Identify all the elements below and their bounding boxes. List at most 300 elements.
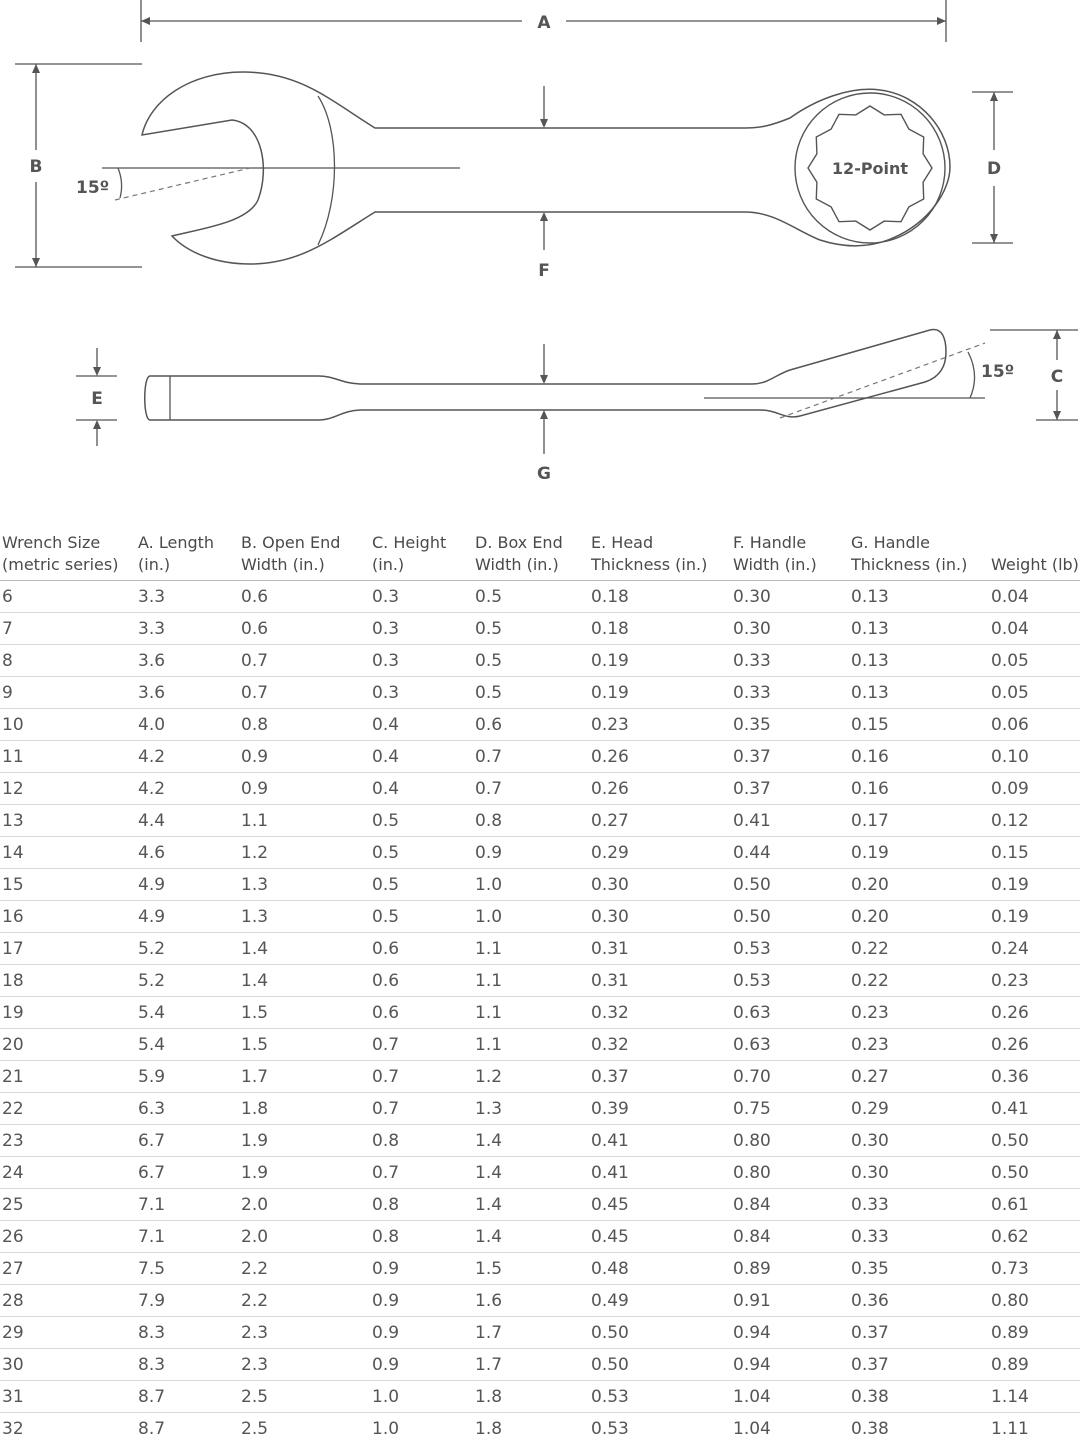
cell-handle-thickness: 0.20 bbox=[849, 901, 989, 933]
cell-size: 11 bbox=[0, 741, 136, 773]
cell-length: 4.9 bbox=[136, 869, 239, 901]
table-header-row bbox=[0, 528, 1080, 581]
cell-head-thickness: 0.41 bbox=[589, 1157, 731, 1189]
cell-handle-thickness: 0.30 bbox=[849, 1157, 989, 1189]
dim-e-label: E bbox=[91, 389, 103, 409]
cell-head-thickness: 0.50 bbox=[589, 1317, 731, 1349]
cell-handle-thickness: 0.36 bbox=[849, 1285, 989, 1317]
cell-size: 10 bbox=[0, 709, 136, 741]
cell-open-end-width: 1.4 bbox=[239, 933, 370, 965]
wrench-top-view bbox=[15, 0, 1013, 281]
cell-handle-thickness: 0.22 bbox=[849, 933, 989, 965]
cell-size: 6 bbox=[0, 581, 136, 613]
cell-size: 32 bbox=[0, 1413, 136, 1444]
cell-handle-thickness: 0.13 bbox=[849, 613, 989, 645]
table-row bbox=[0, 613, 1080, 645]
header-height: C. Height (in.) bbox=[370, 528, 473, 581]
cell-handle-thickness: 0.20 bbox=[849, 869, 989, 901]
cell-handle-thickness: 0.13 bbox=[849, 581, 989, 613]
cell-height: 0.3 bbox=[370, 613, 473, 645]
cell-weight: 0.26 bbox=[989, 1029, 1080, 1061]
table-row bbox=[0, 805, 1080, 837]
cell-box-end-width: 0.7 bbox=[473, 741, 589, 773]
cell-handle-thickness: 0.29 bbox=[849, 1093, 989, 1125]
table-row bbox=[0, 1381, 1080, 1413]
table-row bbox=[0, 581, 1080, 613]
cell-head-thickness: 0.29 bbox=[589, 837, 731, 869]
cell-weight: 0.10 bbox=[989, 741, 1080, 773]
cell-box-end-width: 1.1 bbox=[473, 933, 589, 965]
cell-handle-thickness: 0.35 bbox=[849, 1253, 989, 1285]
cell-size: 14 bbox=[0, 837, 136, 869]
cell-height: 1.0 bbox=[370, 1381, 473, 1413]
angle-arc-side bbox=[968, 352, 975, 398]
cell-length: 4.2 bbox=[136, 773, 239, 805]
table-row bbox=[0, 1285, 1080, 1317]
cell-handle-width: 0.37 bbox=[731, 773, 849, 805]
dim-a-arrow-right bbox=[937, 17, 946, 25]
table-row bbox=[0, 1253, 1080, 1285]
table-row bbox=[0, 1093, 1080, 1125]
cell-box-end-width: 0.7 bbox=[473, 773, 589, 805]
cell-length: 3.6 bbox=[136, 645, 239, 677]
cell-handle-width: 0.30 bbox=[731, 613, 849, 645]
cell-head-thickness: 0.49 bbox=[589, 1285, 731, 1317]
cell-open-end-width: 0.6 bbox=[239, 581, 370, 613]
cell-handle-thickness: 0.16 bbox=[849, 773, 989, 805]
dim-e-arrow-bottom bbox=[93, 420, 101, 429]
cell-size: 28 bbox=[0, 1285, 136, 1317]
dim-b-arrow-top bbox=[32, 64, 40, 73]
cell-height: 0.4 bbox=[370, 741, 473, 773]
cell-handle-width: 0.84 bbox=[731, 1189, 849, 1221]
cell-weight: 0.73 bbox=[989, 1253, 1080, 1285]
dim-g-arrow-bottom bbox=[540, 410, 548, 419]
cell-height: 0.7 bbox=[370, 1093, 473, 1125]
cell-length: 7.9 bbox=[136, 1285, 239, 1317]
cell-box-end-width: 1.1 bbox=[473, 997, 589, 1029]
cell-head-thickness: 0.26 bbox=[589, 741, 731, 773]
cell-box-end-width: 0.8 bbox=[473, 805, 589, 837]
cell-handle-width: 0.53 bbox=[731, 965, 849, 997]
cell-height: 0.3 bbox=[370, 677, 473, 709]
cell-height: 0.4 bbox=[370, 773, 473, 805]
dim-g-label: G bbox=[537, 464, 551, 484]
cell-open-end-width: 2.2 bbox=[239, 1285, 370, 1317]
table-row bbox=[0, 645, 1080, 677]
cell-length: 4.6 bbox=[136, 837, 239, 869]
wrench-spec-table bbox=[0, 528, 1080, 1444]
cell-handle-width: 0.33 bbox=[731, 677, 849, 709]
cell-height: 0.5 bbox=[370, 805, 473, 837]
cell-open-end-width: 1.3 bbox=[239, 901, 370, 933]
cell-head-thickness: 0.41 bbox=[589, 1125, 731, 1157]
cell-length: 8.7 bbox=[136, 1413, 239, 1444]
cell-handle-thickness: 0.33 bbox=[849, 1221, 989, 1253]
cell-handle-thickness: 0.23 bbox=[849, 997, 989, 1029]
cell-size: 24 bbox=[0, 1157, 136, 1189]
cell-height: 0.5 bbox=[370, 901, 473, 933]
cell-head-thickness: 0.53 bbox=[589, 1413, 731, 1444]
cell-length: 5.9 bbox=[136, 1061, 239, 1093]
cell-handle-thickness: 0.38 bbox=[849, 1381, 989, 1413]
cell-weight: 0.19 bbox=[989, 869, 1080, 901]
cell-size: 30 bbox=[0, 1349, 136, 1381]
cell-weight: 0.61 bbox=[989, 1189, 1080, 1221]
cell-length: 8.3 bbox=[136, 1317, 239, 1349]
cell-box-end-width: 1.3 bbox=[473, 1093, 589, 1125]
cell-size: 27 bbox=[0, 1253, 136, 1285]
cell-open-end-width: 1.5 bbox=[239, 997, 370, 1029]
cell-handle-width: 0.63 bbox=[731, 1029, 849, 1061]
cell-size: 9 bbox=[0, 677, 136, 709]
header-head-thickness: E. Head Thickness (in.) bbox=[589, 528, 731, 581]
cell-weight: 0.36 bbox=[989, 1061, 1080, 1093]
cell-size: 18 bbox=[0, 965, 136, 997]
table-row bbox=[0, 741, 1080, 773]
cell-open-end-width: 2.0 bbox=[239, 1221, 370, 1253]
cell-length: 3.6 bbox=[136, 677, 239, 709]
cell-head-thickness: 0.37 bbox=[589, 1061, 731, 1093]
table-row bbox=[0, 773, 1080, 805]
cell-box-end-width: 0.9 bbox=[473, 837, 589, 869]
cell-box-end-width: 1.4 bbox=[473, 1189, 589, 1221]
cell-handle-thickness: 0.23 bbox=[849, 1029, 989, 1061]
cell-length: 5.4 bbox=[136, 997, 239, 1029]
cell-weight: 0.26 bbox=[989, 997, 1080, 1029]
cell-height: 0.9 bbox=[370, 1317, 473, 1349]
cell-height: 0.7 bbox=[370, 1061, 473, 1093]
cell-open-end-width: 0.7 bbox=[239, 645, 370, 677]
wrench-side-view bbox=[76, 330, 1078, 484]
angle-label-side: 15º bbox=[981, 362, 1014, 382]
cell-head-thickness: 0.23 bbox=[589, 709, 731, 741]
cell-handle-width: 0.70 bbox=[731, 1061, 849, 1093]
cell-height: 0.8 bbox=[370, 1125, 473, 1157]
cell-head-thickness: 0.19 bbox=[589, 645, 731, 677]
cell-height: 0.7 bbox=[370, 1029, 473, 1061]
cell-handle-width: 0.94 bbox=[731, 1349, 849, 1381]
cell-size: 25 bbox=[0, 1189, 136, 1221]
cell-handle-thickness: 0.37 bbox=[849, 1317, 989, 1349]
cell-open-end-width: 0.9 bbox=[239, 773, 370, 805]
cell-head-thickness: 0.48 bbox=[589, 1253, 731, 1285]
cell-size: 19 bbox=[0, 997, 136, 1029]
cell-weight: 0.23 bbox=[989, 965, 1080, 997]
cell-height: 0.8 bbox=[370, 1221, 473, 1253]
dim-g-arrow-top bbox=[540, 375, 548, 384]
cell-size: 26 bbox=[0, 1221, 136, 1253]
cell-box-end-width: 1.8 bbox=[473, 1381, 589, 1413]
cell-head-thickness: 0.26 bbox=[589, 773, 731, 805]
cell-head-thickness: 0.50 bbox=[589, 1349, 731, 1381]
cell-weight: 0.05 bbox=[989, 677, 1080, 709]
cell-size: 17 bbox=[0, 933, 136, 965]
cell-open-end-width: 1.5 bbox=[239, 1029, 370, 1061]
cell-height: 0.5 bbox=[370, 837, 473, 869]
cell-box-end-width: 0.5 bbox=[473, 677, 589, 709]
cell-size: 15 bbox=[0, 869, 136, 901]
cell-weight: 0.80 bbox=[989, 1285, 1080, 1317]
cell-size: 29 bbox=[0, 1317, 136, 1349]
header-box-end-width: D. Box End Width (in.) bbox=[473, 528, 589, 581]
table-row bbox=[0, 869, 1080, 901]
cell-open-end-width: 1.4 bbox=[239, 965, 370, 997]
cell-handle-width: 0.91 bbox=[731, 1285, 849, 1317]
cell-handle-width: 0.63 bbox=[731, 997, 849, 1029]
cell-length: 7.1 bbox=[136, 1189, 239, 1221]
cell-length: 3.3 bbox=[136, 613, 239, 645]
cell-box-end-width: 1.1 bbox=[473, 1029, 589, 1061]
cell-handle-thickness: 0.16 bbox=[849, 741, 989, 773]
cell-open-end-width: 2.5 bbox=[239, 1413, 370, 1444]
cell-weight: 0.50 bbox=[989, 1125, 1080, 1157]
header-handle-thickness: G. Handle Thickness (in.) bbox=[849, 528, 989, 581]
cell-handle-thickness: 0.27 bbox=[849, 1061, 989, 1093]
cell-size: 8 bbox=[0, 645, 136, 677]
cell-box-end-width: 0.6 bbox=[473, 709, 589, 741]
dim-a-arrow-left bbox=[141, 17, 150, 25]
cell-size: 23 bbox=[0, 1125, 136, 1157]
cell-height: 0.3 bbox=[370, 645, 473, 677]
cell-weight: 0.89 bbox=[989, 1349, 1080, 1381]
cell-length: 7.5 bbox=[136, 1253, 239, 1285]
cell-handle-width: 1.04 bbox=[731, 1413, 849, 1444]
cell-box-end-width: 1.7 bbox=[473, 1349, 589, 1381]
cell-length: 6.7 bbox=[136, 1157, 239, 1189]
cell-handle-width: 0.75 bbox=[731, 1093, 849, 1125]
dim-b-label: B bbox=[30, 157, 43, 177]
cell-size: 16 bbox=[0, 901, 136, 933]
cell-open-end-width: 0.8 bbox=[239, 709, 370, 741]
table-row bbox=[0, 677, 1080, 709]
header-handle-width: F. Handle Width (in.) bbox=[731, 528, 849, 581]
cell-handle-width: 0.50 bbox=[731, 901, 849, 933]
cell-open-end-width: 2.2 bbox=[239, 1253, 370, 1285]
cell-open-end-width: 1.9 bbox=[239, 1125, 370, 1157]
cell-size: 31 bbox=[0, 1381, 136, 1413]
cell-weight: 0.04 bbox=[989, 581, 1080, 613]
cell-weight: 0.89 bbox=[989, 1317, 1080, 1349]
cell-open-end-width: 2.5 bbox=[239, 1381, 370, 1413]
cell-head-thickness: 0.53 bbox=[589, 1381, 731, 1413]
cell-weight: 0.24 bbox=[989, 933, 1080, 965]
header-length: A. Length (in.) bbox=[136, 528, 239, 581]
cell-box-end-width: 1.7 bbox=[473, 1317, 589, 1349]
cell-height: 0.9 bbox=[370, 1285, 473, 1317]
cell-handle-thickness: 0.13 bbox=[849, 645, 989, 677]
cell-length: 5.4 bbox=[136, 1029, 239, 1061]
cell-box-end-width: 1.6 bbox=[473, 1285, 589, 1317]
dim-f-arrow-top bbox=[540, 119, 548, 128]
table-row bbox=[0, 1125, 1080, 1157]
cell-height: 0.6 bbox=[370, 997, 473, 1029]
cell-open-end-width: 2.0 bbox=[239, 1189, 370, 1221]
cell-handle-thickness: 0.13 bbox=[849, 677, 989, 709]
dim-e-arrow-top bbox=[93, 367, 101, 376]
cell-head-thickness: 0.18 bbox=[589, 581, 731, 613]
cell-open-end-width: 2.3 bbox=[239, 1349, 370, 1381]
cell-box-end-width: 1.5 bbox=[473, 1253, 589, 1285]
dim-c-arrow-top bbox=[1053, 330, 1061, 339]
cell-handle-width: 0.37 bbox=[731, 741, 849, 773]
cell-length: 3.3 bbox=[136, 581, 239, 613]
cell-handle-width: 0.44 bbox=[731, 837, 849, 869]
cell-size: 21 bbox=[0, 1061, 136, 1093]
cell-open-end-width: 0.6 bbox=[239, 613, 370, 645]
cell-handle-thickness: 0.19 bbox=[849, 837, 989, 869]
cell-open-end-width: 1.1 bbox=[239, 805, 370, 837]
header-open-end-width: B. Open End Width (in.) bbox=[239, 528, 370, 581]
cell-height: 1.0 bbox=[370, 1413, 473, 1444]
cell-height: 0.7 bbox=[370, 1157, 473, 1189]
dim-d-label: D bbox=[987, 159, 1001, 179]
cell-head-thickness: 0.18 bbox=[589, 613, 731, 645]
cell-head-thickness: 0.45 bbox=[589, 1221, 731, 1253]
table-row bbox=[0, 1029, 1080, 1061]
cell-box-end-width: 1.0 bbox=[473, 901, 589, 933]
cell-box-end-width: 1.4 bbox=[473, 1221, 589, 1253]
cell-size: 22 bbox=[0, 1093, 136, 1125]
cell-height: 0.9 bbox=[370, 1349, 473, 1381]
cell-height: 0.4 bbox=[370, 709, 473, 741]
cell-open-end-width: 1.7 bbox=[239, 1061, 370, 1093]
cell-box-end-width: 0.5 bbox=[473, 581, 589, 613]
cell-box-end-width: 1.4 bbox=[473, 1157, 589, 1189]
cell-size: 20 bbox=[0, 1029, 136, 1061]
dim-b-arrow-bottom bbox=[32, 258, 40, 267]
cell-handle-width: 0.30 bbox=[731, 581, 849, 613]
cell-handle-thickness: 0.17 bbox=[849, 805, 989, 837]
cell-head-thickness: 0.27 bbox=[589, 805, 731, 837]
header-weight: Weight (lb) bbox=[989, 528, 1080, 581]
cell-handle-width: 1.04 bbox=[731, 1381, 849, 1413]
cell-handle-thickness: 0.30 bbox=[849, 1125, 989, 1157]
cell-handle-thickness: 0.33 bbox=[849, 1189, 989, 1221]
cell-head-thickness: 0.31 bbox=[589, 933, 731, 965]
cell-open-end-width: 0.7 bbox=[239, 677, 370, 709]
cell-handle-width: 0.50 bbox=[731, 869, 849, 901]
cell-open-end-width: 1.3 bbox=[239, 869, 370, 901]
dim-f-arrow-bottom bbox=[540, 212, 548, 221]
cell-size: 13 bbox=[0, 805, 136, 837]
dim-d-arrow-bottom bbox=[990, 234, 998, 243]
cell-head-thickness: 0.30 bbox=[589, 869, 731, 901]
cell-handle-width: 0.53 bbox=[731, 933, 849, 965]
table-row bbox=[0, 997, 1080, 1029]
cell-weight: 0.04 bbox=[989, 613, 1080, 645]
cell-length: 4.0 bbox=[136, 709, 239, 741]
cell-head-thickness: 0.30 bbox=[589, 901, 731, 933]
cell-open-end-width: 1.9 bbox=[239, 1157, 370, 1189]
cell-box-end-width: 0.5 bbox=[473, 613, 589, 645]
dim-c-arrow-bottom bbox=[1053, 411, 1061, 420]
box-end-label: 12-Point bbox=[832, 159, 909, 178]
open-end-angle-line bbox=[115, 168, 250, 200]
table-row bbox=[0, 965, 1080, 997]
table-row bbox=[0, 1221, 1080, 1253]
cell-head-thickness: 0.31 bbox=[589, 965, 731, 997]
cell-box-end-width: 1.4 bbox=[473, 1125, 589, 1157]
cell-head-thickness: 0.39 bbox=[589, 1093, 731, 1125]
cell-head-thickness: 0.19 bbox=[589, 677, 731, 709]
cell-handle-thickness: 0.22 bbox=[849, 965, 989, 997]
table-row bbox=[0, 1189, 1080, 1221]
table-row bbox=[0, 901, 1080, 933]
cell-box-end-width: 0.5 bbox=[473, 645, 589, 677]
cell-weight: 1.11 bbox=[989, 1413, 1080, 1444]
dim-a-label: A bbox=[537, 13, 551, 33]
cell-length: 5.2 bbox=[136, 933, 239, 965]
cell-length: 6.7 bbox=[136, 1125, 239, 1157]
table-row bbox=[0, 1413, 1080, 1444]
cell-height: 0.5 bbox=[370, 869, 473, 901]
cell-size: 7 bbox=[0, 613, 136, 645]
cell-weight: 0.09 bbox=[989, 773, 1080, 805]
cell-length: 6.3 bbox=[136, 1093, 239, 1125]
cell-handle-width: 0.80 bbox=[731, 1157, 849, 1189]
cell-box-end-width: 1.8 bbox=[473, 1413, 589, 1444]
wrench-dimension-diagram bbox=[0, 0, 1080, 500]
dim-f-label: F bbox=[538, 261, 550, 281]
cell-weight: 0.19 bbox=[989, 901, 1080, 933]
cell-head-thickness: 0.32 bbox=[589, 1029, 731, 1061]
table-row bbox=[0, 837, 1080, 869]
cell-length: 4.4 bbox=[136, 805, 239, 837]
table-row bbox=[0, 709, 1080, 741]
cell-size: 12 bbox=[0, 773, 136, 805]
cell-height: 0.9 bbox=[370, 1253, 473, 1285]
cell-handle-thickness: 0.37 bbox=[849, 1349, 989, 1381]
cell-box-end-width: 1.1 bbox=[473, 965, 589, 997]
cell-height: 0.3 bbox=[370, 581, 473, 613]
table-row bbox=[0, 1349, 1080, 1381]
cell-weight: 0.05 bbox=[989, 645, 1080, 677]
cell-handle-width: 0.33 bbox=[731, 645, 849, 677]
cell-weight: 0.50 bbox=[989, 1157, 1080, 1189]
dim-c-label: C bbox=[1051, 367, 1063, 387]
cell-head-thickness: 0.32 bbox=[589, 997, 731, 1029]
cell-length: 7.1 bbox=[136, 1221, 239, 1253]
cell-length: 5.2 bbox=[136, 965, 239, 997]
angle-label-top: 15º bbox=[76, 178, 109, 198]
table-row bbox=[0, 1157, 1080, 1189]
cell-open-end-width: 1.2 bbox=[239, 837, 370, 869]
header-wrench-size: Wrench Size (metric series) bbox=[0, 528, 136, 581]
cell-handle-width: 0.89 bbox=[731, 1253, 849, 1285]
cell-open-end-width: 1.8 bbox=[239, 1093, 370, 1125]
cell-weight: 0.06 bbox=[989, 709, 1080, 741]
cell-open-end-width: 0.9 bbox=[239, 741, 370, 773]
cell-length: 4.9 bbox=[136, 901, 239, 933]
cell-length: 8.7 bbox=[136, 1381, 239, 1413]
cell-handle-thickness: 0.15 bbox=[849, 709, 989, 741]
cell-weight: 0.41 bbox=[989, 1093, 1080, 1125]
cell-weight: 1.14 bbox=[989, 1381, 1080, 1413]
cell-open-end-width: 2.3 bbox=[239, 1317, 370, 1349]
wrench-side-outline bbox=[145, 330, 946, 420]
table-row bbox=[0, 933, 1080, 965]
cell-head-thickness: 0.45 bbox=[589, 1189, 731, 1221]
cell-length: 4.2 bbox=[136, 741, 239, 773]
cell-handle-width: 0.41 bbox=[731, 805, 849, 837]
cell-height: 0.8 bbox=[370, 1189, 473, 1221]
cell-handle-width: 0.35 bbox=[731, 709, 849, 741]
cell-weight: 0.15 bbox=[989, 837, 1080, 869]
cell-box-end-width: 1.2 bbox=[473, 1061, 589, 1093]
cell-height: 0.6 bbox=[370, 965, 473, 997]
table-row bbox=[0, 1061, 1080, 1093]
